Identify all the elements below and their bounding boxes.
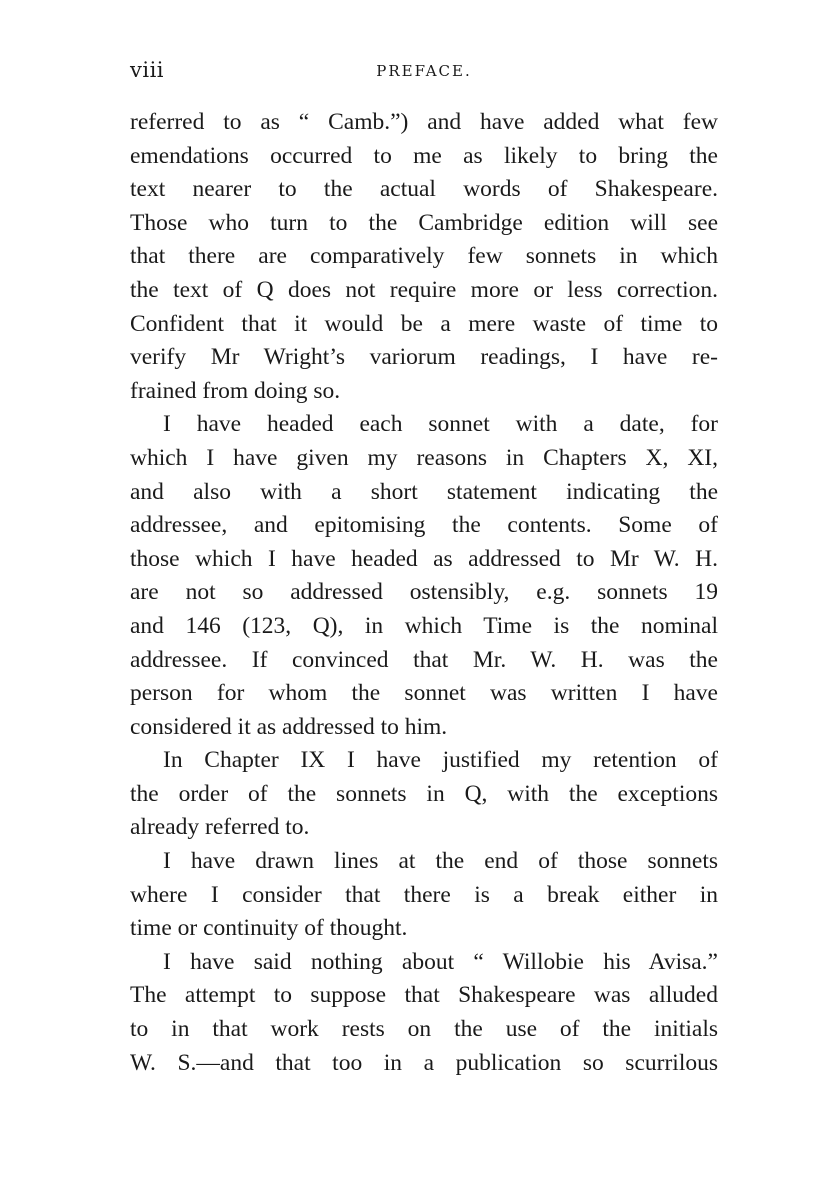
text-line: text nearer to the actual words of Shakespeare.	[130, 176, 718, 203]
text-line: the text of Q does not require more or less correction.	[130, 276, 718, 303]
paragraph-1	[130, 106, 718, 408]
paragraph-2	[130, 408, 718, 744]
text-line: Confident that it would be a mere waste of time to	[130, 310, 718, 337]
paragraph-4	[130, 845, 718, 946]
text-line: I have drawn lines at the end of those sonnets	[163, 848, 718, 875]
text-line: considered it as addressed to him.	[130, 713, 448, 740]
text-line: verify Mr Wright’s variorum readings, I have re-	[130, 344, 718, 371]
text-line: W. S.—and that too in a publication so scurrilous	[130, 1049, 718, 1076]
text-line: person for whom the sonnet was written I have	[130, 680, 718, 707]
text-line: which I have given my reasons in Chapters X, XI,	[130, 444, 718, 471]
text-line: I have headed each sonnet with a date, for	[163, 411, 718, 438]
text-line: those which I have headed as addressed to Mr W. H.	[130, 545, 718, 572]
paragraph-3	[130, 744, 718, 845]
text-line: Those who turn to the Cambridge edition will see	[130, 209, 718, 236]
text-line: are not so addressed ostensibly, e.g. sonnets 19	[130, 579, 718, 606]
text-line: emendations occurred to me as likely to bring the	[130, 142, 718, 169]
text-line: I have said nothing about “ Willobie his Avisa.”	[163, 948, 718, 975]
text-line: frained from doing so.	[130, 377, 341, 404]
text-line: The attempt to suppose that Shakespeare was alluded	[130, 982, 718, 1009]
text-line: where I consider that there is a break either in	[130, 881, 718, 908]
text-line: to in that work rests on the use of the initials	[130, 1016, 718, 1043]
text-line: and also with a short statement indicating the	[130, 478, 718, 505]
text-line: that there are comparatively few sonnets in which	[130, 243, 718, 270]
running-head: PREFACE.	[376, 62, 472, 80]
text-line: addressee. If convinced that Mr. W. H. was the	[130, 646, 718, 673]
text-line: referred to as “ Camb.”) and have added what few	[130, 109, 718, 135]
text-line: already referred to.	[130, 814, 310, 841]
page-number: viii	[130, 58, 165, 82]
body-text	[130, 106, 718, 1080]
paragraph-5	[130, 946, 718, 1080]
text-line: and 146 (123, Q), in which Time is the nominal	[130, 612, 718, 639]
text-line: addressee, and epitomising the contents. Some of	[130, 512, 718, 539]
page-header	[130, 58, 718, 88]
text-line: In Chapter IX I have justified my retention of	[163, 747, 718, 774]
text-line: time or continuity of thought.	[130, 915, 408, 942]
text-line: the order of the sonnets in Q, with the exceptions	[130, 780, 718, 807]
